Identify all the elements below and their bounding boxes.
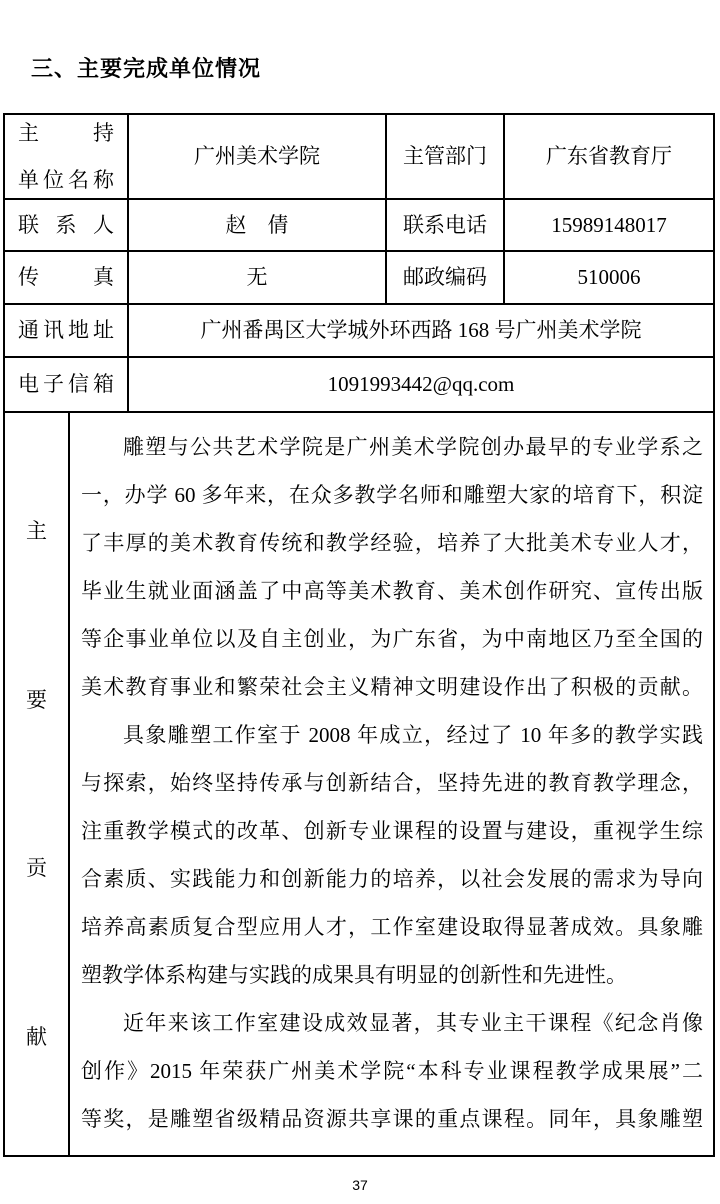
contribution-label-char: 献 — [26, 1024, 47, 1049]
contact-value-cell — [129, 200, 387, 250]
contact-value: 赵 倩 — [225, 212, 289, 237]
contribution-line: 毕业生就业面涵盖了中高等美术教育、美术创作研究、宣传出版 — [81, 579, 703, 603]
address-value: 广州番禺区大学城外环西路 168 号广州美术学院 — [200, 318, 642, 343]
host-unit-label-line2: 单位名称 — [18, 168, 114, 192]
fax-label-cell — [5, 252, 129, 303]
table-row-contribution — [5, 413, 713, 1155]
address-value-cell — [129, 305, 713, 356]
contribution-line: 创作》2015 年荣获广州美术学院“本科专业课程教学成果展”二 — [81, 1059, 703, 1083]
table-row-fax — [5, 252, 713, 305]
contact-label-cell — [5, 200, 129, 250]
contribution-label — [5, 413, 70, 1155]
table-row-address — [5, 305, 713, 358]
postcode-value-cell — [505, 252, 713, 303]
host-unit-label-line1: 主持 — [18, 120, 114, 145]
postcode-label: 邮政编码 — [403, 265, 487, 290]
host-unit-value: 广州美术学院 — [194, 144, 320, 169]
email-value-cell — [129, 358, 713, 411]
contribution-line: 塑教学体系构建与实践的成果具有明显的创新性和先进性。 — [81, 963, 627, 987]
contribution-line: 注重教学模式的改革、创新专业课程的设置与建设，重视学生综 — [81, 819, 703, 843]
table-row-contact — [5, 200, 713, 252]
dept-value-cell — [505, 115, 713, 198]
table-row-email — [5, 358, 713, 413]
host-unit-label-cell — [5, 115, 129, 198]
contribution-line: 与探索，始终坚持传承与创新结合，坚持先进的教育教学理念， — [81, 771, 703, 795]
contribution-line: 美术教育事业和繁荣社会主义精神文明建设作出了积极的贡献。 — [81, 675, 703, 699]
contribution-text — [70, 413, 713, 1155]
contribution-line: 具象雕塑工作室于 2008 年成立，经过了 10 年多的教学实践 — [123, 723, 703, 747]
phone-value: 15989148017 — [551, 212, 667, 237]
phone-value-cell — [505, 200, 713, 250]
contribution-line: 一，办学 60 多年来，在众多教学名师和雕塑大家的培育下，积淀 — [81, 483, 703, 507]
table-row-host-unit — [5, 115, 713, 200]
main-completing-unit-table — [3, 113, 715, 1157]
email-label: 电子信箱 — [18, 372, 114, 397]
contribution-line: 等奖，是雕塑省级精品资源共享课的重点课程。同年，具象雕塑 — [81, 1107, 703, 1131]
email-label-cell — [5, 358, 129, 411]
section-title: 三、主要完成单位情况 — [31, 56, 262, 81]
contribution-line: 等企事业单位以及自主创业，为广东省，为中南地区乃至全国的 — [81, 627, 703, 651]
contribution-line: 了丰厚的美术教育传统和教学经验，培养了大批美术专业人才， — [81, 531, 703, 555]
contribution-line: 培养高素质复合型应用人才，工作室建设取得显著成效。具象雕 — [81, 915, 703, 939]
postcode-value: 510006 — [577, 265, 641, 290]
email-value: 1091993442@qq.com — [327, 372, 515, 397]
host-unit-value-cell — [129, 115, 387, 198]
contribution-label-char: 主 — [26, 519, 47, 544]
dept-label: 主管部门 — [403, 144, 487, 169]
dept-value: 广东省教育厅 — [546, 144, 672, 169]
fax-value-cell — [129, 252, 387, 303]
fax-value: 无 — [246, 265, 268, 290]
contribution-line: 近年来该工作室建设成效显著，其专业主干课程《纪念肖像 — [123, 1011, 703, 1035]
address-label-cell — [5, 305, 129, 356]
contribution-line: 合素质、实践能力和创新能力的培养，以社会发展的需求为导向 — [81, 867, 703, 891]
fax-label: 传真 — [18, 265, 114, 290]
contact-label: 联系人 — [18, 212, 114, 237]
postcode-label-cell — [387, 252, 505, 303]
address-label: 通讯地址 — [18, 318, 114, 343]
page-number: 37 — [352, 1177, 368, 1193]
contribution-label-char: 贡 — [26, 856, 47, 881]
contribution-label-char: 要 — [26, 687, 47, 712]
phone-label-cell — [387, 200, 505, 250]
contribution-line: 雕塑与公共艺术学院是广州美术学院创办最早的专业学系之 — [123, 435, 703, 459]
dept-label-cell — [387, 115, 505, 198]
phone-label: 联系电话 — [403, 212, 487, 237]
